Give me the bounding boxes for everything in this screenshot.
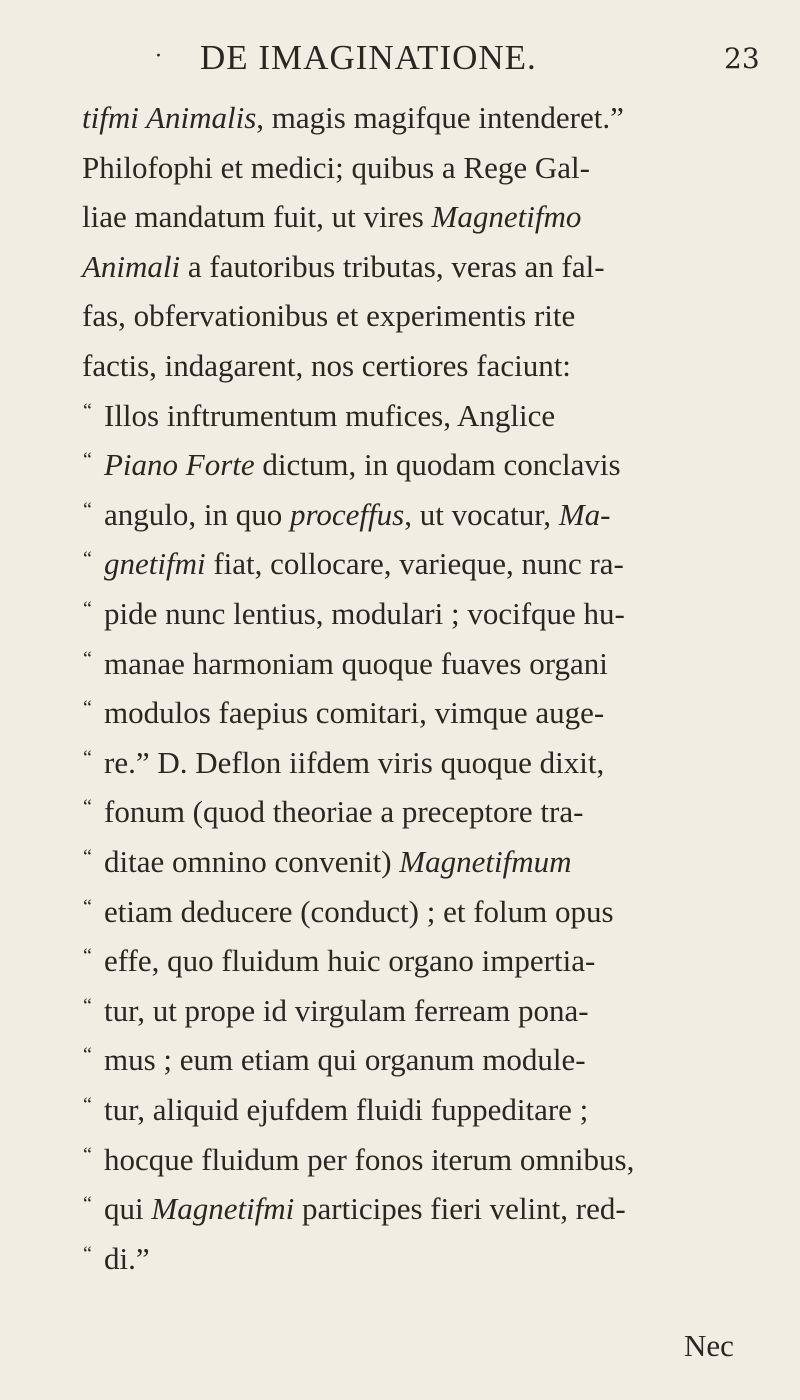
text-line	[0, 396, 800, 446]
text-line	[0, 1140, 800, 1190]
italic-text: Animali	[82, 249, 181, 284]
quote-mark: “	[83, 846, 92, 868]
roman-text: hocque fluidum per fonos iterum omnibus,	[104, 1142, 635, 1177]
italic-text: Magnetifmi	[151, 1191, 295, 1226]
roman-text: a fautoribus tributas, veras an fal-	[180, 249, 605, 284]
quote-mark: “	[83, 499, 92, 521]
roman-text: re.” D. Deflon iifdem viris quoque dixit,	[104, 745, 605, 780]
quote-mark: “	[83, 449, 92, 471]
roman-text: mus ; eum etiam qui organum module-	[104, 1042, 586, 1077]
line-text	[104, 792, 583, 832]
quote-mark: “	[83, 1193, 92, 1215]
line-text	[104, 396, 555, 436]
line-text	[82, 247, 605, 287]
line-text	[104, 842, 572, 882]
roman-text: Philofophi et medici; quibus a Rege Gal-	[82, 150, 590, 185]
roman-text: participes fieri velint, red-	[294, 1191, 626, 1226]
text-line	[0, 1239, 800, 1289]
italic-text: proceffus	[290, 497, 405, 532]
roman-text: fonum (quod theoriae a preceptore tra-	[104, 794, 584, 829]
line-text	[104, 594, 625, 634]
text-line	[0, 693, 800, 743]
quote-mark: “	[83, 697, 92, 719]
text-line	[0, 98, 800, 148]
quote-mark: “	[83, 896, 92, 918]
line-text	[104, 1090, 588, 1130]
line-text	[104, 495, 610, 535]
running-title: DE IMAGINATIONE.	[200, 38, 537, 77]
line-text	[104, 693, 604, 733]
line-text	[104, 1140, 634, 1180]
text-line	[0, 892, 800, 942]
text-line	[0, 991, 800, 1041]
roman-text: factis, indagarent, nos certiores faciunt:	[82, 348, 571, 383]
text-line	[0, 1090, 800, 1140]
header-mark: ·	[155, 44, 162, 69]
italic-text: Ma-	[558, 497, 611, 532]
text-line	[0, 247, 800, 297]
text-line	[0, 197, 800, 247]
roman-text: di.”	[104, 1241, 150, 1276]
roman-text: qui	[104, 1191, 152, 1226]
line-text	[104, 1189, 626, 1229]
roman-text: , ut vocatur,	[404, 497, 559, 532]
roman-text: tur, ut prope id virgulam ferream pona-	[104, 993, 589, 1028]
text-line	[0, 743, 800, 793]
line-text	[104, 644, 608, 684]
roman-text: manae harmoniam quoque fuaves organi	[104, 646, 608, 681]
quote-mark: “	[83, 945, 92, 967]
quote-mark: “	[83, 648, 92, 670]
roman-text: Illos inftrumentum mufices, Anglice	[104, 398, 556, 433]
roman-text: ditae omnino convenit)	[104, 844, 400, 879]
quote-mark: “	[83, 995, 92, 1017]
catchword: Nec	[684, 1328, 734, 1363]
text-line	[0, 644, 800, 694]
italic-text: Magnetifmum	[399, 844, 572, 879]
quote-mark: “	[83, 1144, 92, 1166]
line-text	[104, 743, 604, 783]
text-line	[0, 148, 800, 198]
italic-text: Magnetifmo	[431, 199, 582, 234]
line-text	[104, 892, 614, 932]
page-number: 23	[724, 42, 760, 75]
line-text	[104, 1239, 150, 1279]
text-line	[0, 842, 800, 892]
roman-text: etiam deducere (conduct) ; et folum opus	[104, 894, 614, 929]
roman-text: liae mandatum fuit, ut vires	[82, 199, 432, 234]
line-text	[104, 544, 624, 584]
quote-mark: “	[83, 796, 92, 818]
roman-text: tur, aliquid ejufdem fluidi fuppeditare ;	[104, 1092, 589, 1127]
quote-mark: “	[83, 1094, 92, 1116]
text-line	[0, 792, 800, 842]
line-text	[104, 445, 621, 485]
italic-text: tifmi Animalis	[82, 100, 257, 135]
roman-text: modulos faepius comitari, vimque auge-	[104, 695, 605, 730]
line-text	[104, 1040, 586, 1080]
text-line	[0, 495, 800, 545]
roman-text: effe, quo fluidum huic organo impertia-	[104, 943, 596, 978]
text-line	[0, 594, 800, 644]
running-header	[0, 38, 800, 88]
text-line	[0, 1189, 800, 1239]
text-line	[0, 1040, 800, 1090]
text-line	[0, 296, 800, 346]
italic-text: Piano Forte	[104, 447, 255, 482]
quote-mark: “	[83, 1044, 92, 1066]
roman-text: , magis magifque intenderet.”	[256, 100, 624, 135]
text-line	[0, 544, 800, 594]
text-line	[0, 445, 800, 495]
line-text	[82, 98, 624, 138]
roman-text: pide nunc lentius, modulari ; vocifque hu-	[104, 596, 625, 631]
text-line	[0, 346, 800, 396]
roman-text: fiat, collocare, varieque, nunc ra-	[205, 546, 624, 581]
line-text	[82, 296, 575, 336]
quote-mark: “	[83, 747, 92, 769]
quote-mark: “	[83, 1243, 92, 1265]
quote-mark: “	[83, 400, 92, 422]
line-text	[82, 346, 571, 386]
roman-text: angulo, in quo	[104, 497, 290, 532]
text-line	[0, 941, 800, 991]
quote-mark: “	[83, 598, 92, 620]
roman-text: dictum, in quodam conclavis	[254, 447, 621, 482]
line-text	[104, 991, 589, 1031]
line-text	[82, 197, 581, 237]
line-text	[104, 941, 595, 981]
roman-text: fas, obfervationibus et experimentis rite	[82, 298, 576, 333]
line-text	[82, 148, 590, 188]
italic-text: gnetifmi	[104, 546, 206, 581]
quote-mark: “	[83, 548, 92, 570]
